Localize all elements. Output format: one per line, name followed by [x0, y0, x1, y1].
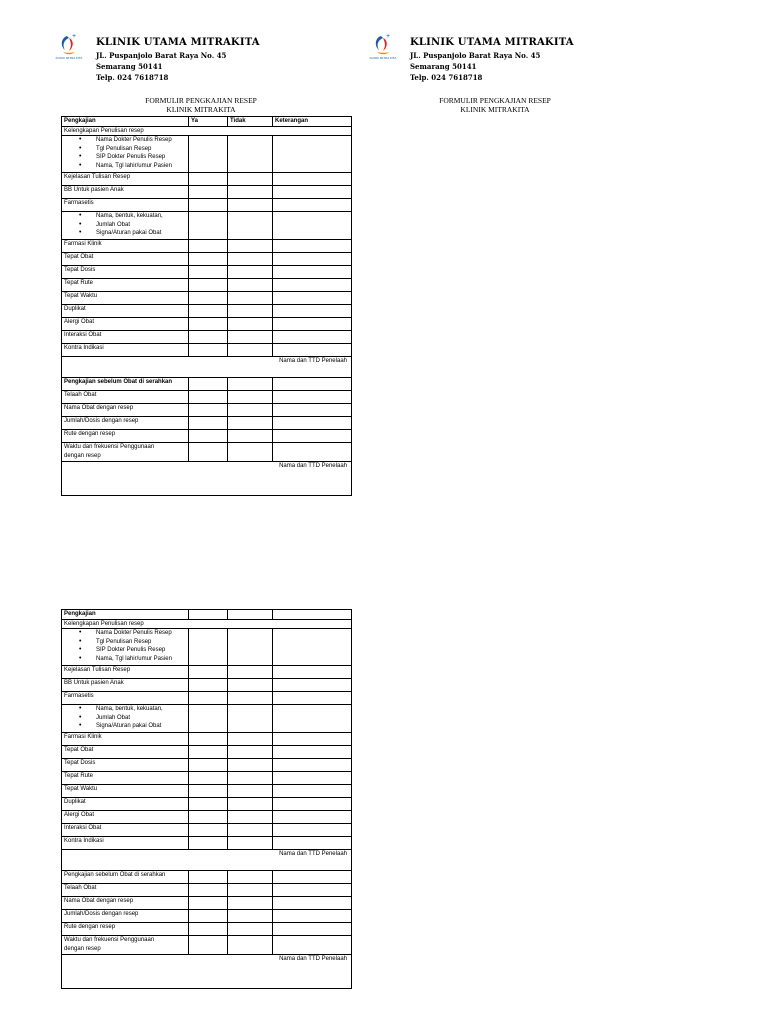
- cell-tidak[interactable]: [228, 240, 273, 253]
- cell-keterangan[interactable]: [273, 344, 352, 357]
- row-bb: BB Untuk pasien Anak: [62, 186, 189, 199]
- row-tepat-obat: Tepat Obat: [62, 746, 189, 759]
- cell-tidak[interactable]: [228, 253, 273, 266]
- phone: Telp. 024 7618718: [410, 73, 483, 82]
- cell-ya[interactable]: [189, 240, 228, 253]
- clinic-name: KLINIK UTAMA MITRAKITA: [410, 37, 574, 48]
- row-jumlah: Jumlah/Dosis dengan resep: [62, 417, 189, 430]
- col-tidak: Tidak: [228, 117, 273, 127]
- row-tepat-waktu: Tepat Waktu: [62, 292, 189, 305]
- cell-keterangan[interactable]: [273, 331, 352, 344]
- cell-keterangan[interactable]: [273, 378, 352, 391]
- col-pengkajian: Pengkajian: [62, 117, 189, 127]
- cell-keterangan[interactable]: [273, 824, 352, 837]
- row-kelengkapan-items: [62, 136, 189, 173]
- cell-ya[interactable]: [189, 772, 228, 785]
- row-farmasetis-items: [62, 705, 189, 733]
- signature-line[interactable]: [62, 850, 352, 871]
- cell-tidak: [228, 610, 273, 620]
- cell-ya[interactable]: [189, 705, 228, 733]
- clinic-address: [410, 50, 540, 83]
- list-item: • Tgl Penulisan Resep: [96, 638, 188, 647]
- signature-label: Nama dan TTD Penelaah: [279, 358, 347, 364]
- cell-keterangan[interactable]: [273, 897, 352, 910]
- cell-keterangan[interactable]: [273, 733, 352, 746]
- cell-tidak[interactable]: [228, 936, 273, 955]
- cell-tidak[interactable]: [228, 443, 273, 462]
- cell-tidak[interactable]: [228, 837, 273, 850]
- cell-tidak[interactable]: [228, 679, 273, 692]
- list-item: • Nama Dokter Penulis Resep: [96, 136, 188, 145]
- row-kelengkapan-items: [62, 629, 189, 666]
- list-item: • Nama, Tgl lahir/umur Pasien: [96, 655, 188, 664]
- cell-tidak[interactable]: [228, 884, 273, 897]
- row-alergi: Alergi Obat: [62, 811, 189, 824]
- clinic-address: [96, 50, 226, 83]
- form-subtitle: KLINIK MITRAKITA: [166, 105, 236, 114]
- cell-tidak[interactable]: [228, 897, 273, 910]
- cell-keterangan[interactable]: [273, 772, 352, 785]
- row-telaah: Telaah Obat: [62, 884, 189, 897]
- cell-ya[interactable]: [189, 136, 228, 173]
- logo-text: KLINIK MITRA KITA: [55, 56, 83, 60]
- cell-tidak[interactable]: [228, 705, 273, 733]
- cell-ya[interactable]: [189, 746, 228, 759]
- list-item-continued: [96, 714, 188, 723]
- cell-tidak[interactable]: [228, 266, 273, 279]
- row-farmasetis-items: [62, 212, 189, 240]
- row-rute: Rute dengan resep: [62, 923, 189, 936]
- row-kontra: Kontra Indikasi: [62, 344, 189, 357]
- cell-keterangan[interactable]: [273, 936, 352, 955]
- col-keterangan: Keterangan: [273, 117, 352, 127]
- list-item: • Signa/Aturan pakai Obat: [96, 229, 188, 238]
- cell-keterangan[interactable]: [273, 785, 352, 798]
- cell-tidak[interactable]: [228, 824, 273, 837]
- list-item: • Signa/Aturan pakai Obat: [96, 722, 188, 731]
- row-jumlah: Jumlah/Dosis dengan resep: [62, 910, 189, 923]
- cell-keterangan[interactable]: [273, 391, 352, 404]
- cell-ya[interactable]: [189, 378, 228, 391]
- cell-ya[interactable]: [189, 253, 228, 266]
- section-before-handover: Pengkajian sebelum Obat di serahkan: [62, 378, 189, 391]
- cell-tidak[interactable]: [228, 417, 273, 430]
- cell-tidak[interactable]: [228, 404, 273, 417]
- signature-line[interactable]: [62, 955, 352, 989]
- cell-ya[interactable]: [189, 923, 228, 936]
- cell-tidak[interactable]: [228, 430, 273, 443]
- cell-tidak[interactable]: [228, 212, 273, 240]
- form-title-block: [406, 96, 584, 114]
- cell-keterangan[interactable]: [273, 629, 352, 666]
- cell-ya[interactable]: [189, 173, 228, 186]
- cell-keterangan[interactable]: [273, 292, 352, 305]
- cell-ya[interactable]: [189, 331, 228, 344]
- row-rute: Rute dengan resep: [62, 430, 189, 443]
- row-tepat-waktu: Tepat Waktu: [62, 785, 189, 798]
- cell-tidak[interactable]: [228, 629, 273, 666]
- cell-ya[interactable]: [189, 292, 228, 305]
- list-item: • SIP Dokter Penulis Resep: [96, 153, 188, 162]
- row-kontra: Kontra Indikasi: [62, 837, 189, 850]
- row-duplikat: Duplikat: [62, 305, 189, 318]
- list-item-text: Jumlah Obat: [96, 221, 131, 228]
- svg-text:+: +: [72, 33, 77, 40]
- row-tepat-dosis: Tepat Dosis: [62, 266, 189, 279]
- cell-keterangan[interactable]: [273, 679, 352, 692]
- logo-text: KLINIK MITRA KITA: [369, 56, 397, 60]
- cell-ya[interactable]: [189, 666, 228, 679]
- cell-keterangan[interactable]: [273, 837, 352, 850]
- cell-ya[interactable]: [189, 679, 228, 692]
- row-tepat-obat: Tepat Obat: [62, 253, 189, 266]
- cell-ya[interactable]: [189, 391, 228, 404]
- address-line-2: Semarang 50141: [410, 62, 477, 71]
- review-table-top: [61, 116, 352, 496]
- row-waktu: [62, 443, 189, 462]
- row-kelengkapan: Kelengkapan Penulisan resep: [62, 619, 352, 629]
- cell-ya[interactable]: [189, 417, 228, 430]
- cell-ya[interactable]: [189, 897, 228, 910]
- clinic-name: KLINIK UTAMA MITRAKITA: [96, 37, 260, 48]
- cell-tidak[interactable]: [228, 692, 273, 705]
- cell-keterangan[interactable]: [273, 279, 352, 292]
- cell-keterangan[interactable]: [273, 910, 352, 923]
- cell-keterangan[interactable]: [273, 199, 352, 212]
- list-item-text: Jumlah Obat: [96, 714, 131, 721]
- form-title-block: [112, 96, 290, 114]
- row-waktu: [62, 936, 189, 955]
- phone: Telp. 024 7618718: [96, 73, 169, 82]
- row-farmasi-klinik: Farmasi Klinik: [62, 733, 189, 746]
- cell-tidak[interactable]: [228, 173, 273, 186]
- cell-tidak[interactable]: [228, 199, 273, 212]
- cell-keterangan[interactable]: [273, 430, 352, 443]
- cell-tidak[interactable]: [228, 746, 273, 759]
- address-line-2: Semarang 50141: [96, 62, 163, 71]
- cell-keterangan[interactable]: [273, 318, 352, 331]
- cell-tidak[interactable]: [228, 785, 273, 798]
- cell-keterangan[interactable]: [273, 173, 352, 186]
- cell-tidak[interactable]: [228, 666, 273, 679]
- col-ya: Ya: [189, 117, 228, 127]
- cell-ya[interactable]: [189, 279, 228, 292]
- cell-tidak[interactable]: [228, 186, 273, 199]
- row-duplikat: Duplikat: [62, 798, 189, 811]
- cell-tidak[interactable]: [228, 811, 273, 824]
- cell-ya[interactable]: [189, 305, 228, 318]
- cell-tidak[interactable]: [228, 759, 273, 772]
- cell-keterangan: [273, 610, 352, 620]
- cell-keterangan[interactable]: [273, 923, 352, 936]
- cell-tidak[interactable]: [228, 923, 273, 936]
- cell-ya[interactable]: [189, 199, 228, 212]
- row-bb: BB Untuk pasien Anak: [62, 679, 189, 692]
- row-farmasetis: Farmasetis: [62, 199, 189, 212]
- cell-keterangan[interactable]: [273, 417, 352, 430]
- signature-label: Nama dan TTD Penelaah: [279, 956, 347, 962]
- row-waktu-line2: dengan resep: [64, 945, 101, 952]
- cell-ya[interactable]: [189, 798, 228, 811]
- cell-ya[interactable]: [189, 212, 228, 240]
- signature-label: Nama dan TTD Penelaah: [279, 851, 347, 857]
- cell-keterangan[interactable]: [273, 666, 352, 679]
- list-item: • Nama, bentuk, kekuatan,: [96, 705, 188, 714]
- cell-keterangan[interactable]: [273, 798, 352, 811]
- row-interaksi: Interaksi Obat: [62, 331, 189, 344]
- cell-keterangan[interactable]: [273, 443, 352, 462]
- signature-line[interactable]: [62, 462, 352, 496]
- cell-tidak[interactable]: [228, 391, 273, 404]
- cell-ya[interactable]: [189, 936, 228, 955]
- cell-tidak[interactable]: [228, 331, 273, 344]
- list-item: • Tgl Penulisan Resep: [96, 145, 188, 154]
- cell-keterangan[interactable]: [273, 240, 352, 253]
- row-waktu-line2: dengan resep: [64, 452, 101, 459]
- cell-keterangan[interactable]: [273, 871, 352, 884]
- cell-tidak[interactable]: [228, 772, 273, 785]
- cell-keterangan[interactable]: [273, 759, 352, 772]
- section-before-handover: Pengkajian sebelum Obat di serahkan: [62, 871, 189, 884]
- cell-ya[interactable]: [189, 884, 228, 897]
- row-tepat-rute: Tepat Rute: [62, 772, 189, 785]
- cell-ya[interactable]: [189, 811, 228, 824]
- cell-keterangan[interactable]: [273, 253, 352, 266]
- row-nama-obat: Nama Obat dengan resep: [62, 404, 189, 417]
- cell-tidak[interactable]: [228, 871, 273, 884]
- cell-keterangan[interactable]: [273, 186, 352, 199]
- list-item: • SIP Dokter Penulis Resep: [96, 646, 188, 655]
- cell-keterangan[interactable]: [273, 746, 352, 759]
- cell-ya[interactable]: [189, 692, 228, 705]
- list-item-continued: [96, 221, 188, 230]
- cell-ya: [189, 610, 228, 620]
- row-waktu-line1: Waktu dan frekuensi Penggunaan: [64, 937, 155, 943]
- cell-ya[interactable]: [189, 910, 228, 923]
- cell-keterangan[interactable]: [273, 212, 352, 240]
- cell-keterangan[interactable]: [273, 692, 352, 705]
- row-farmasetis: Farmasetis: [62, 692, 189, 705]
- cell-ya[interactable]: [189, 404, 228, 417]
- cell-keterangan[interactable]: [273, 884, 352, 897]
- list-item: • Nama, bentuk, kekuatan,: [96, 212, 188, 221]
- row-telaah: Telaah Obat: [62, 391, 189, 404]
- clinic-logo: [366, 32, 400, 66]
- clinic-logo: [52, 32, 86, 66]
- cell-keterangan[interactable]: [273, 705, 352, 733]
- cell-tidak[interactable]: [228, 305, 273, 318]
- cell-tidak[interactable]: [228, 279, 273, 292]
- cell-ya[interactable]: [189, 785, 228, 798]
- cell-tidak[interactable]: [228, 344, 273, 357]
- cell-ya[interactable]: [189, 344, 228, 357]
- cell-tidak[interactable]: [228, 378, 273, 391]
- cell-ya[interactable]: [189, 824, 228, 837]
- cell-keterangan[interactable]: [273, 404, 352, 417]
- cell-ya[interactable]: [189, 759, 228, 772]
- row-kejelasan: Kejelasan Tulisan Resep: [62, 173, 189, 186]
- cell-ya[interactable]: [189, 443, 228, 462]
- cell-tidak[interactable]: [228, 292, 273, 305]
- address-line-1: JL. Puspanjolo Barat Raya No. 45: [410, 51, 541, 60]
- cell-ya[interactable]: [189, 629, 228, 666]
- cell-tidak[interactable]: [228, 136, 273, 173]
- cell-keterangan[interactable]: [273, 266, 352, 279]
- form-title: FORMULIR PENGKAJIAN RESEP: [439, 96, 551, 105]
- row-tepat-dosis: Tepat Dosis: [62, 759, 189, 772]
- cell-ya[interactable]: [189, 266, 228, 279]
- cell-ya[interactable]: [189, 318, 228, 331]
- row-interaksi: Interaksi Obat: [62, 824, 189, 837]
- cell-tidak[interactable]: [228, 318, 273, 331]
- cell-keterangan[interactable]: [273, 811, 352, 824]
- row-waktu-line1: Waktu dan frekuensi Penggunaan: [64, 444, 155, 450]
- cell-ya[interactable]: [189, 837, 228, 850]
- form-title: FORMULIR PENGKAJIAN RESEP: [145, 96, 257, 105]
- row-nama-obat: Nama Obat dengan resep: [62, 897, 189, 910]
- cell-tidak[interactable]: [228, 733, 273, 746]
- signature-label: Nama dan TTD Penelaah: [279, 463, 347, 469]
- cell-ya[interactable]: [189, 186, 228, 199]
- address-line-1: JL. Puspanjolo Barat Raya No. 45: [96, 51, 227, 60]
- cell-keterangan[interactable]: [273, 305, 352, 318]
- form-subtitle: KLINIK MITRAKITA: [460, 105, 530, 114]
- cell-ya[interactable]: [189, 430, 228, 443]
- row-tepat-rute: Tepat Rute: [62, 279, 189, 292]
- svg-text:+: +: [386, 33, 391, 40]
- list-item: • Nama Dokter Penulis Resep: [96, 629, 188, 638]
- review-table-bottom: [61, 609, 352, 989]
- cell-tidak[interactable]: [228, 798, 273, 811]
- row-farmasi-klinik: Farmasi Klinik: [62, 240, 189, 253]
- row-alergi: Alergi Obat: [62, 318, 189, 331]
- col-pengkajian: Pengkajian: [62, 610, 189, 620]
- row-kelengkapan: Kelengkapan Penulisan resep: [62, 126, 352, 136]
- row-kejelasan: Kejelasan Tulisan Resep: [62, 666, 189, 679]
- signature-line[interactable]: [62, 357, 352, 378]
- cell-keterangan[interactable]: [273, 136, 352, 173]
- cell-ya[interactable]: [189, 871, 228, 884]
- cell-tidak[interactable]: [228, 910, 273, 923]
- list-item: • Nama, Tgl lahir/umur Pasien: [96, 162, 188, 171]
- cell-ya[interactable]: [189, 733, 228, 746]
